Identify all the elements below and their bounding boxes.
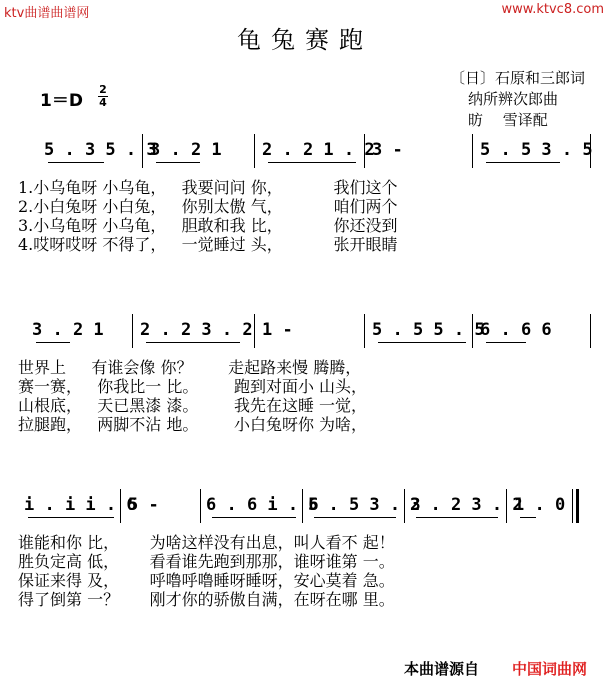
- measure-notes: 5 . 3 5 . 3: [44, 140, 157, 160]
- measure-notes: 3 -: [372, 140, 403, 160]
- measure-notes: 3 . 2 1: [150, 140, 222, 160]
- final-bar-line: [576, 489, 579, 523]
- rhythm-underline: [282, 162, 356, 163]
- measure-notes: 5 . 5 3 . 5: [480, 140, 593, 160]
- bar-line: [254, 134, 255, 168]
- lyric-verse-2: 胜负定高 低， 看看谁先跑到那那，谁呀谁第 一。: [18, 552, 395, 571]
- lyric-verse-3: 山根底， 天已黑漆 漆。 我先在这睡 一觉，: [18, 396, 368, 415]
- rhythm-underline: [328, 517, 396, 518]
- watermark-right: www.ktvc8.com: [501, 2, 604, 17]
- measure-notes: 6 . 6 i . 6: [206, 495, 319, 515]
- measure-notes: 2 . 2 3 . 2: [140, 320, 253, 340]
- lyric-verse-1: 世界上 有谁会像 你？ 走起路来慢 腾腾，: [18, 358, 362, 377]
- lyric-verse-2: 2.小白兔呀 小白兔， 你别太傲 气， 咱们两个: [18, 197, 398, 216]
- rhythm-underline: [36, 342, 70, 343]
- key-signature: 1＝D: [40, 91, 83, 111]
- time-signature: [98, 84, 108, 109]
- rhythm-underline: [520, 517, 536, 518]
- footer-site-link[interactable]: 中国词曲网: [512, 660, 588, 678]
- measure-notes: 2 . 2 1 . 2: [262, 140, 375, 160]
- lyric-verse-4: 4.哎呀哎呀 不得了， 一觉睡过 头， 张开眼睛: [18, 235, 398, 254]
- rhythm-underline: [160, 342, 240, 343]
- rhythm-underline: [226, 517, 296, 518]
- measure-notes: 2 . 2 3 . 2: [410, 495, 523, 515]
- bar-line: [132, 314, 133, 348]
- lyric-verse-4: 拉腿跑， 两脚不沾 地。 小白兔呀你 为啥，: [18, 415, 368, 434]
- bar-line: [364, 314, 365, 348]
- rhythm-underline: [486, 342, 526, 343]
- rhythm-underline: [156, 162, 200, 163]
- measure-notes: 1 . 0: [514, 495, 566, 515]
- rhythm-underline: [430, 517, 498, 518]
- measure-notes: 6 . 6 6: [480, 320, 552, 340]
- time-signature-bottom: 4: [99, 96, 107, 109]
- bar-line: [472, 134, 473, 168]
- lyric-verse-3: 保证来得 及， 呼噜呼噜睡呀睡呀，安心莫着 急。: [18, 571, 395, 590]
- credit-composer: 纳所辨次郎曲: [468, 90, 559, 108]
- bar-line: [590, 314, 591, 348]
- bar-line: [572, 489, 573, 523]
- rhythm-underline: [392, 342, 466, 343]
- lyric-verse-1: 1.小乌龟呀 小乌龟， 我要问问 你， 我们这个: [18, 178, 398, 197]
- watermark-left: ktv曲谱曲谱网: [4, 6, 90, 21]
- lyric-verse-3: 3.小乌龟呀 小乌龟， 胆敢和我 比， 你还没到: [18, 216, 398, 235]
- measure-notes: 5 . 5 5 . 5: [372, 320, 485, 340]
- rhythm-underline: [56, 162, 104, 163]
- measure-notes: 5 -: [128, 495, 159, 515]
- credit-translator: 昉 雪译配: [468, 111, 548, 129]
- song-title: 龟兔赛跑: [237, 26, 373, 54]
- lyric-verse-2: 赛一赛， 你我比一 比。 跑到对面小 山头，: [18, 377, 368, 396]
- bar-line: [200, 489, 201, 523]
- credit-lyricist: 〔日〕石原和三郎词: [450, 69, 586, 87]
- time-signature-top: 2: [99, 83, 107, 96]
- rhythm-underline: [506, 162, 560, 163]
- lyric-verse-4: 得了倒第 一？ 刚才你的骄傲自满，在呀在哪 里。: [18, 590, 395, 609]
- lyric-verse-1: 谁能和你 比， 为啥这样没有出息，叫人看不 起！: [18, 533, 395, 552]
- measure-notes: 5 . 5 3 . 3: [308, 495, 421, 515]
- rhythm-underline: [40, 517, 114, 518]
- footer-source-label: 本曲谱源自: [404, 660, 480, 678]
- bar-line: [254, 314, 255, 348]
- measure-notes: 3 . 2 1: [32, 320, 104, 340]
- measure-notes: i . i i . 6: [24, 495, 137, 515]
- measure-notes: 1 -: [262, 320, 293, 340]
- credits: [450, 68, 585, 131]
